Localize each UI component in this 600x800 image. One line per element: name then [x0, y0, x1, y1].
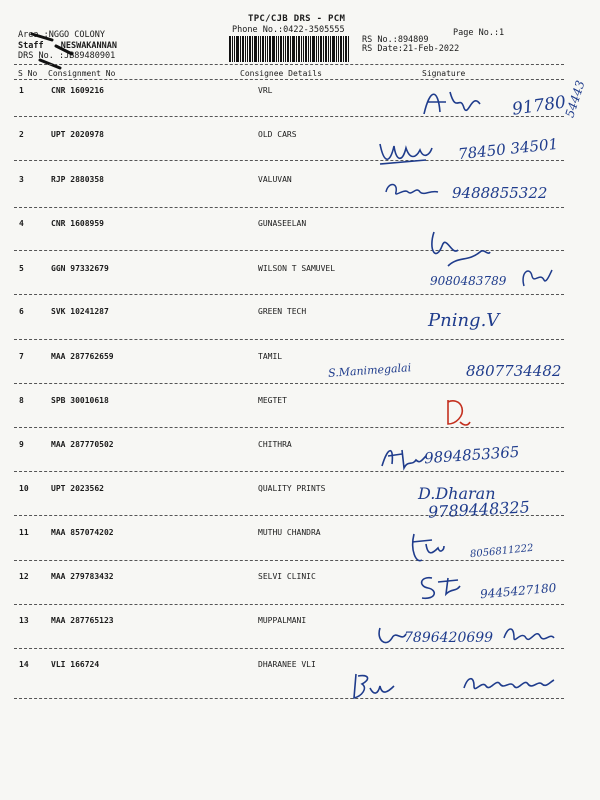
barcode-bar [340, 36, 342, 62]
barcode-bar [278, 36, 279, 62]
signature-phone: 91780 [510, 92, 568, 120]
row-consignment: GGN 97332679 [51, 264, 109, 273]
row-consignment: SVK 10241287 [51, 307, 109, 316]
row-sno: 13 [19, 616, 29, 625]
barcode-bar [229, 36, 231, 62]
row-consignee: DHARANEE VLI [258, 660, 316, 669]
row-consignee: GREEN TECH [258, 307, 307, 316]
table-row [0, 396, 600, 439]
table-row [0, 86, 600, 129]
drs-value: JB89480901 [64, 51, 116, 61]
row-consignment: MAA 287770502 [51, 440, 114, 449]
divider [14, 207, 564, 208]
row-consignee: VALUVAN [258, 175, 292, 184]
rs-number: RS No.:894809 [362, 35, 429, 45]
signature-scribble [376, 134, 436, 170]
barcode-bar [332, 36, 335, 62]
barcode-bar [262, 36, 264, 62]
signature-scribble [382, 178, 442, 202]
signature-scribble [378, 442, 428, 474]
barcode-bar [260, 36, 261, 62]
signature-phone: 54443 [562, 78, 588, 120]
barcode [229, 36, 359, 62]
row-consignment: MAA 287762659 [51, 352, 114, 361]
row-sno: 5 [19, 264, 24, 273]
barcode-bar [292, 36, 295, 62]
signature-phone: 9894853365 [423, 442, 520, 468]
barcode-bar [252, 36, 253, 62]
row-sno: 4 [19, 219, 24, 228]
barcode-bar [308, 36, 309, 62]
divider [14, 79, 564, 80]
row-consignee: QUALITY PRINTS [258, 484, 326, 493]
divider [14, 427, 564, 428]
initials-mark [440, 396, 472, 430]
row-sno: 12 [19, 572, 29, 581]
barcode-bar [242, 36, 244, 62]
barcode-bar [330, 36, 331, 62]
signature-phone: 9445427180 [479, 580, 557, 602]
barcode-bar [285, 36, 286, 62]
row-consignment: UPT 2020978 [51, 130, 104, 139]
divider [14, 294, 564, 295]
row-sno: 11 [19, 528, 29, 537]
row-consignee: VRL [258, 86, 273, 95]
barcode-bar [232, 36, 233, 62]
signature-phone: 8807734482 [466, 362, 562, 380]
divider [14, 339, 564, 340]
barcode-bar [310, 36, 311, 62]
row-consignee: MUPPALMANI [258, 616, 307, 625]
barcode-bar [325, 36, 327, 62]
row-sno: 6 [19, 307, 24, 316]
table-row [0, 307, 600, 350]
barcode-bar [240, 36, 241, 62]
barcode-bar [343, 36, 344, 62]
barcode-bar [318, 36, 319, 62]
row-consignment: UPT 2023562 [51, 484, 104, 493]
barcode-bar [265, 36, 266, 62]
row-consignment: RJP 2880358 [51, 175, 104, 184]
barcode-bar [269, 36, 271, 62]
row-consignee: SELVI CLINIC [258, 572, 316, 581]
row-sno: 2 [19, 130, 24, 139]
signature-scribble [500, 620, 556, 648]
barcode-bar [249, 36, 251, 62]
barcode-bar [348, 36, 349, 62]
signature-phone: 8056811222 [469, 542, 535, 561]
barcode-bar [247, 36, 248, 62]
drs-label: DRS No. : [18, 51, 65, 61]
page-number: Page No.:1 [453, 28, 505, 38]
barcode-bar [258, 36, 259, 62]
row-consignment: SPB 30010618 [51, 396, 109, 405]
signature-scribble [518, 262, 554, 292]
divider [14, 698, 564, 699]
row-consignment: CNR 1608959 [51, 219, 104, 228]
barcode-bar [323, 36, 324, 62]
barcode-bar [328, 36, 329, 62]
barcode-bar [298, 36, 300, 62]
divider [14, 64, 564, 65]
row-consignee: MEGTET [258, 396, 287, 405]
row-sno: 14 [19, 660, 29, 669]
row-consignment: VLI 166724 [51, 660, 100, 669]
signature-name: S.Manimegalai [327, 361, 412, 380]
barcode-bar [245, 36, 246, 62]
row-sno: 8 [19, 396, 24, 405]
table-row [0, 219, 600, 262]
barcode-bar [305, 36, 307, 62]
row-consignment: MAA 287765123 [51, 616, 114, 625]
col-sno: S No [18, 69, 38, 78]
barcode-bar [234, 36, 235, 62]
barcode-bar [320, 36, 322, 62]
signature-phone: 9488855322 [452, 184, 548, 202]
row-sno: 1 [19, 86, 24, 95]
barcode-bar [303, 36, 304, 62]
barcode-bar [316, 36, 317, 62]
signature-phone: 9789448325 [427, 497, 531, 522]
divider [14, 471, 564, 472]
row-consignee: GUNASEELAN [258, 219, 307, 228]
row-sno: 9 [19, 440, 24, 449]
signature-phone: 78450 34501 [457, 134, 559, 164]
rs-date: RS Date:21-Feb-2022 [362, 44, 460, 54]
area-label: Area :NGGO COLONY [18, 30, 105, 40]
col-signature: Signature [422, 69, 466, 78]
barcode-bar [276, 36, 277, 62]
signature-phone: 9080483789 [430, 274, 507, 288]
barcode-bar [254, 36, 257, 62]
signature-scribble [348, 668, 404, 704]
phone-number: Phone No.:0422-3505555 [232, 25, 345, 35]
row-consignee: OLD CARS [258, 130, 297, 139]
barcode-bar [283, 36, 284, 62]
row-sno: 7 [19, 352, 24, 361]
staff-label: Staff [18, 41, 44, 51]
signature-phone-scribble [458, 668, 558, 698]
barcode-bar [301, 36, 302, 62]
signature-scribble [414, 572, 464, 604]
barcode-bar [312, 36, 315, 62]
table-row [0, 264, 600, 307]
signature-name: Pning.V [428, 310, 500, 331]
barcode-bar [296, 36, 297, 62]
barcode-bar [336, 36, 337, 62]
row-sno: 10 [19, 484, 29, 493]
signature-scribble [420, 84, 490, 124]
barcode-bar [287, 36, 289, 62]
barcode-bar [272, 36, 275, 62]
col-consignment: Consignment No [48, 69, 116, 78]
staff-name: NESWAKANNAN [60, 41, 118, 51]
barcode-bar [290, 36, 291, 62]
barcode-bar [345, 36, 347, 62]
divider [14, 604, 564, 605]
row-consignee: WILSON T SAMUVEL [258, 264, 336, 273]
col-consignee: Consignee Details [240, 69, 322, 78]
row-sno: 3 [19, 175, 24, 184]
divider [14, 648, 564, 649]
barcode-bar [280, 36, 282, 62]
row-consignment: MAA 279783432 [51, 572, 114, 581]
row-consignee: MUTHU CHANDRA [258, 528, 321, 537]
signature-name: D.Dharan [418, 484, 496, 503]
divider [14, 560, 564, 561]
sheet-title: TPC/CJB DRS - PCM [248, 14, 346, 24]
divider [14, 383, 564, 384]
row-consignment: MAA 857074202 [51, 528, 114, 537]
row-consignment: CNR 1609216 [51, 86, 104, 95]
signature-phone: 7896420699 [404, 630, 494, 646]
row-consignee: CHITHRA [258, 440, 292, 449]
signature-scribble [424, 226, 494, 270]
barcode-bar [267, 36, 268, 62]
signature-scribble [406, 530, 446, 570]
barcode-bar [338, 36, 339, 62]
barcode-bar [236, 36, 239, 62]
row-consignee: TAMIL [258, 352, 283, 361]
